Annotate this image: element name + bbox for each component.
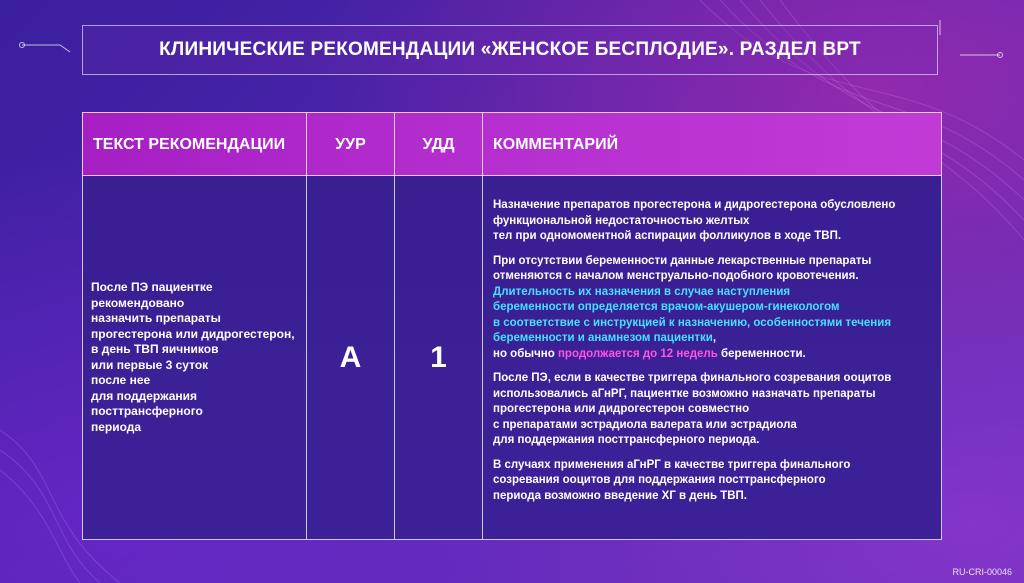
comment-paragraph-2 [493, 254, 933, 363]
comment-line: отменяются с началом менструально-подобного кровотечения. [493, 270, 859, 282]
recommendation-line: посттрансферного [91, 404, 203, 418]
recommendation-line: в день ТВП яичников [91, 342, 219, 356]
comment-line: прогестерона или дидрогестерон совместно [493, 403, 750, 415]
comment-highlight-cyan: Длительность их назначения в случае наступления [493, 285, 791, 298]
comment-line: с препаратами эстрадиола валерата или эстрадиола [493, 418, 797, 431]
comment-line: для поддержания посттрансферного периода. [493, 434, 760, 446]
recommendation-line: для поддержания [91, 388, 198, 403]
footer-code: RU-CRI-00046 [952, 567, 1012, 577]
comment-highlight-cyan: беременности определяется врачом-акушером-гинекологом [493, 301, 840, 313]
comment-line: Назначение препаратов прогестерона и дидрогестерона обусловлено [493, 199, 896, 211]
udd-value: 1 [430, 340, 447, 374]
comment-paragraph-4 [493, 458, 933, 505]
comment-text [493, 198, 933, 513]
recommendation-line: или первые 3 суток [91, 357, 209, 372]
comment-line: функциональной недостаточностью желтых [493, 214, 750, 227]
header-recommendation-text: ТЕКСТ РЕКОМЕНДАЦИИ [83, 113, 307, 177]
cell-recommendation [83, 176, 307, 539]
table-row [82, 176, 942, 540]
comment-paragraph-1 [493, 198, 933, 245]
comment-line: периода возможно введение ХГ в день ТВП. [493, 489, 747, 502]
comment-line: В случаях применения аГнРГ в качестве триггера финального [493, 458, 851, 471]
cell-udd [395, 176, 483, 539]
recommendation-line: прогестерона или дидрогестерон, [91, 326, 295, 341]
header-comment: КОММЕНТАРИЙ [493, 136, 619, 153]
recommendation-line: периода [91, 419, 142, 434]
header-uur: УУР [307, 113, 395, 177]
recommendation-line: после нее [91, 373, 151, 387]
comment-line: тел при одномоментной аспирации фолликулов в ходе ТВП. [493, 230, 842, 242]
comment-highlight-cyan: в соответствие с инструкцией к назначению, особенностями течения [493, 316, 892, 329]
recommendation-line: рекомендовано [91, 295, 185, 310]
comment-line: созревания ооцитов для поддержания посттрансферного [493, 474, 826, 486]
comment-paragraph-3 [493, 371, 933, 449]
recommendation-text [91, 280, 301, 435]
slide-title: КЛИНИЧЕСКИЕ РЕКОМЕНДАЦИИ «ЖЕНСКОЕ БЕСПЛОДИЕ». РАЗДЕЛ ВРТ [159, 39, 861, 60]
comment-line: но обычно [493, 347, 558, 360]
comment-highlight-pink: продолжается до 12 недель [557, 347, 718, 360]
comment-highlight-cyan: беременности и анамнезом пациентки [493, 332, 713, 344]
cell-comment [483, 176, 943, 539]
header-udd: УДД [395, 113, 483, 177]
comment-line: беременности. [717, 347, 806, 360]
recommendation-table [82, 112, 942, 540]
uur-value: A [339, 340, 362, 374]
comment-line: После ПЭ, если в качестве триггера финального созревания ооцитов [493, 372, 892, 384]
recommendation-line: После ПЭ пациентке [91, 280, 213, 294]
cell-uur [307, 176, 395, 539]
recommendation-line: назначить препараты [91, 311, 221, 325]
comment-line: При отсутствии беременности данные лекарственные препараты [493, 254, 872, 267]
comment-comma: , [712, 332, 717, 344]
title-frame [82, 25, 938, 75]
table-header [82, 112, 942, 176]
comment-line: использовались аГнРГ, пациентке возможно назначать препараты [493, 387, 876, 400]
